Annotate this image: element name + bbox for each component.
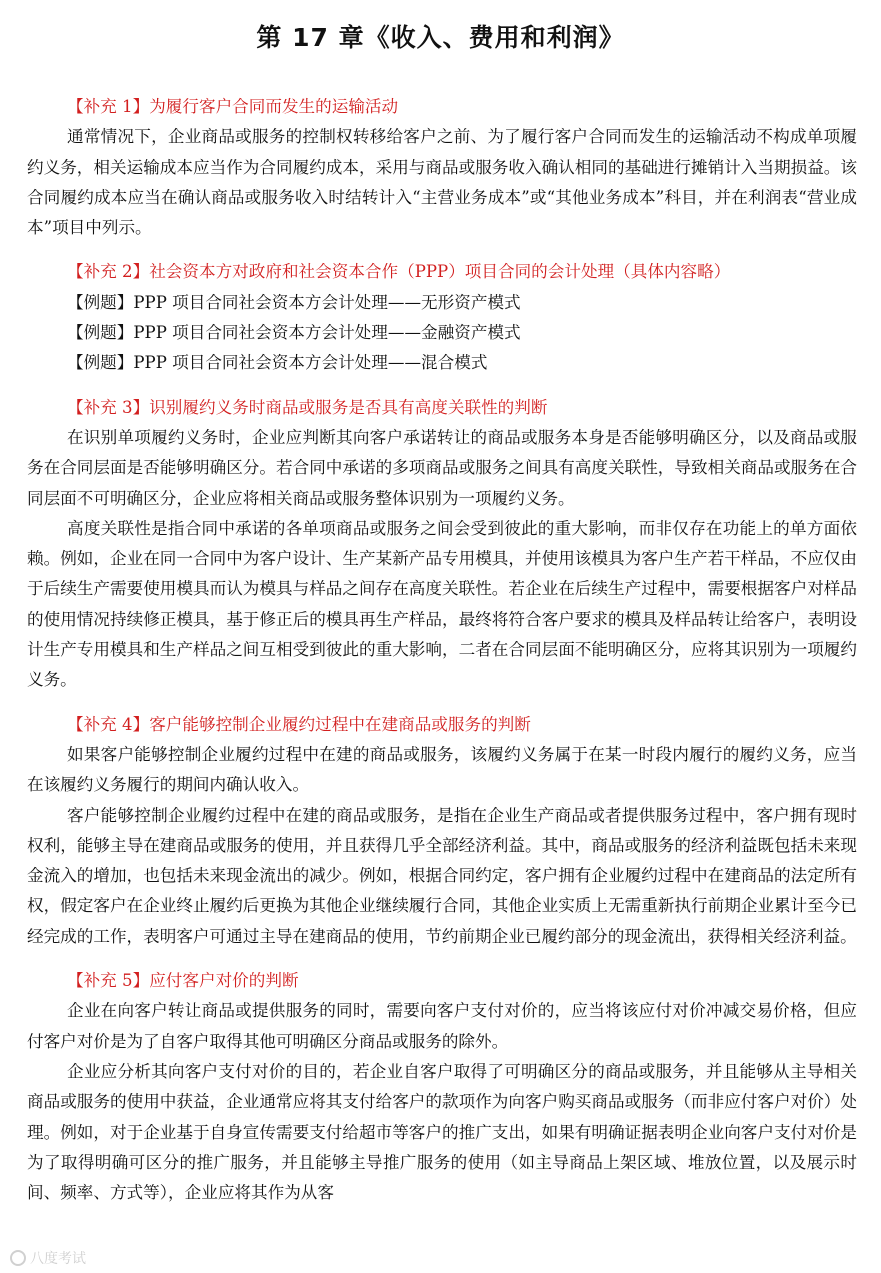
section-supplement-1 xyxy=(27,92,857,243)
section-heading: 【补充 4】客户能够控制企业履约过程中在建商品或服务的判断 xyxy=(67,714,531,734)
watermark xyxy=(10,1248,86,1268)
document-body xyxy=(27,92,857,1222)
paragraph: 企业在向客户转让商品或提供服务的同时，需要向客户支付对价的，应当将该应付对价冲减交易价格，但应付客户对价是为了自客户取得其他可明确区分商品或服务的除外。 xyxy=(27,1001,857,1051)
section-heading: 【补充 3】识别履约义务时商品或服务是否具有高度关联性的判断 xyxy=(67,397,548,417)
paragraph: 客户能够控制企业履约过程中在建的商品或服务，是指在企业生产商品或者提供服务过程中，客户拥有现时权利，能够主导在建商品或服务的使用，并且获得几乎全部经济利益。其中，商品或服务的经济利益既包括未来现金流入的增加，也包括未来现金流出的减少。例如，根据合同约定，客户拥有企业履约过程中在建商品的法定所有权，假定客户在企业终止履约后更换为其他企业继续履行合同，其他企业实质上无需重新执行前期企业累计至今已经完成的工作，表明客户可通过主导在建商品的使用，节约前期企业已履约部分的现金流出，获得相关经济利益。 xyxy=(27,805,857,946)
paragraph: 通常情况下，企业商品或服务的控制权转移给客户之前、为了履行客户合同而发生的运输活动不构成单项履约义务，相关运输成本应当作为合同履约成本，采用与商品或服务收入确认相同的基础进行摊销计入当期损益。该合同履约成本应当在确认商品或服务收入时结转计入“主营业务成本”或“其他业务成本”科目，并在利润表“营业成本”项目中列示。 xyxy=(27,127,857,238)
section-supplement-3 xyxy=(27,393,857,696)
section-heading: 【补充 2】社会资本方对政府和社会资本合作（PPP）项目合同的会计处理（具体内容略） xyxy=(67,262,731,282)
section-heading: 【补充 5】应付客户对价的判断 xyxy=(67,971,299,991)
paragraph: 企业应分析其向客户支付对价的目的，若企业自客户取得了可明确区分的商品或服务，并且能够从主导相关商品或服务的使用中获益，企业通常应将其支付给客户的款项作为向客户购买商品或服务（而非应付客户对价）处理。例如，对于企业基于自身宣传需要支付给超市等客户的推广支出，如果有明确证据表明企业向客户支付对价是为了取得明确可区分的推广服务，并且能够主导推广服务的使用（如主导商品上架区域、堆放位置，以及展示时间、频率、方式等），企业应将其作为从客 xyxy=(27,1061,857,1203)
section-supplement-4 xyxy=(27,710,857,952)
paragraph: 如果客户能够控制企业履约过程中在建的商品或服务，该履约义务属于在某一时段内履行的履约义务，应当在该履约义务履行的期间内确认收入。 xyxy=(27,744,857,795)
section-heading: 【补充 1】为履行客户合同而发生的运输活动 xyxy=(67,97,399,116)
paragraph: 高度关联性是指合同中承诺的各单项商品或服务之间会受到彼此的重大影响，而非仅存在功能上的单方面依赖。例如，企业在同一合同中为客户设计、生产某新产品专用模具，并使用该模具为客户生产若干样品，不应仅由于后续生产需要使用模具而认为模具与样品之间存在高度关联性。若企业在后续生产过程中，需要根据客户对样品的使用情况持续修正模具，基于修正后的模具再生产样品，最终将符合客户要求的模具及样品转让给客户，表明设计生产专用模具和生产样品之间互相受到彼此的重大影响，二者在合同层面不能明确区分，应将其识别为一项履约义务。 xyxy=(27,518,857,690)
paragraph: 在识别单项履约义务时，企业应判断其向客户承诺转让的商品或服务本身是否能够明确区分，以及商品或服务在合同层面是否能够明确区分。若合同中承诺的多项商品或服务之间具有高度关联性，导致相关商品或服务在合同层面不可明确区分，企业应将相关商品或服务整体识别为一项履约义务。 xyxy=(27,427,857,508)
watermark-logo-icon xyxy=(10,1250,26,1266)
example-item: 【例题】PPP 项目合同社会资本方会计处理——无形资产模式 xyxy=(67,292,521,312)
watermark-text: 八度考试 xyxy=(30,1251,86,1267)
example-item: 【例题】PPP 项目合同社会资本方会计处理——金融资产模式 xyxy=(67,323,521,343)
section-supplement-5 xyxy=(27,966,857,1208)
page-title: 第 17 章《收入、费用和利润》 xyxy=(256,23,625,52)
example-item: 【例题】PPP 项目合同社会资本方会计处理——混合模式 xyxy=(67,353,488,373)
section-supplement-2 xyxy=(27,257,857,378)
